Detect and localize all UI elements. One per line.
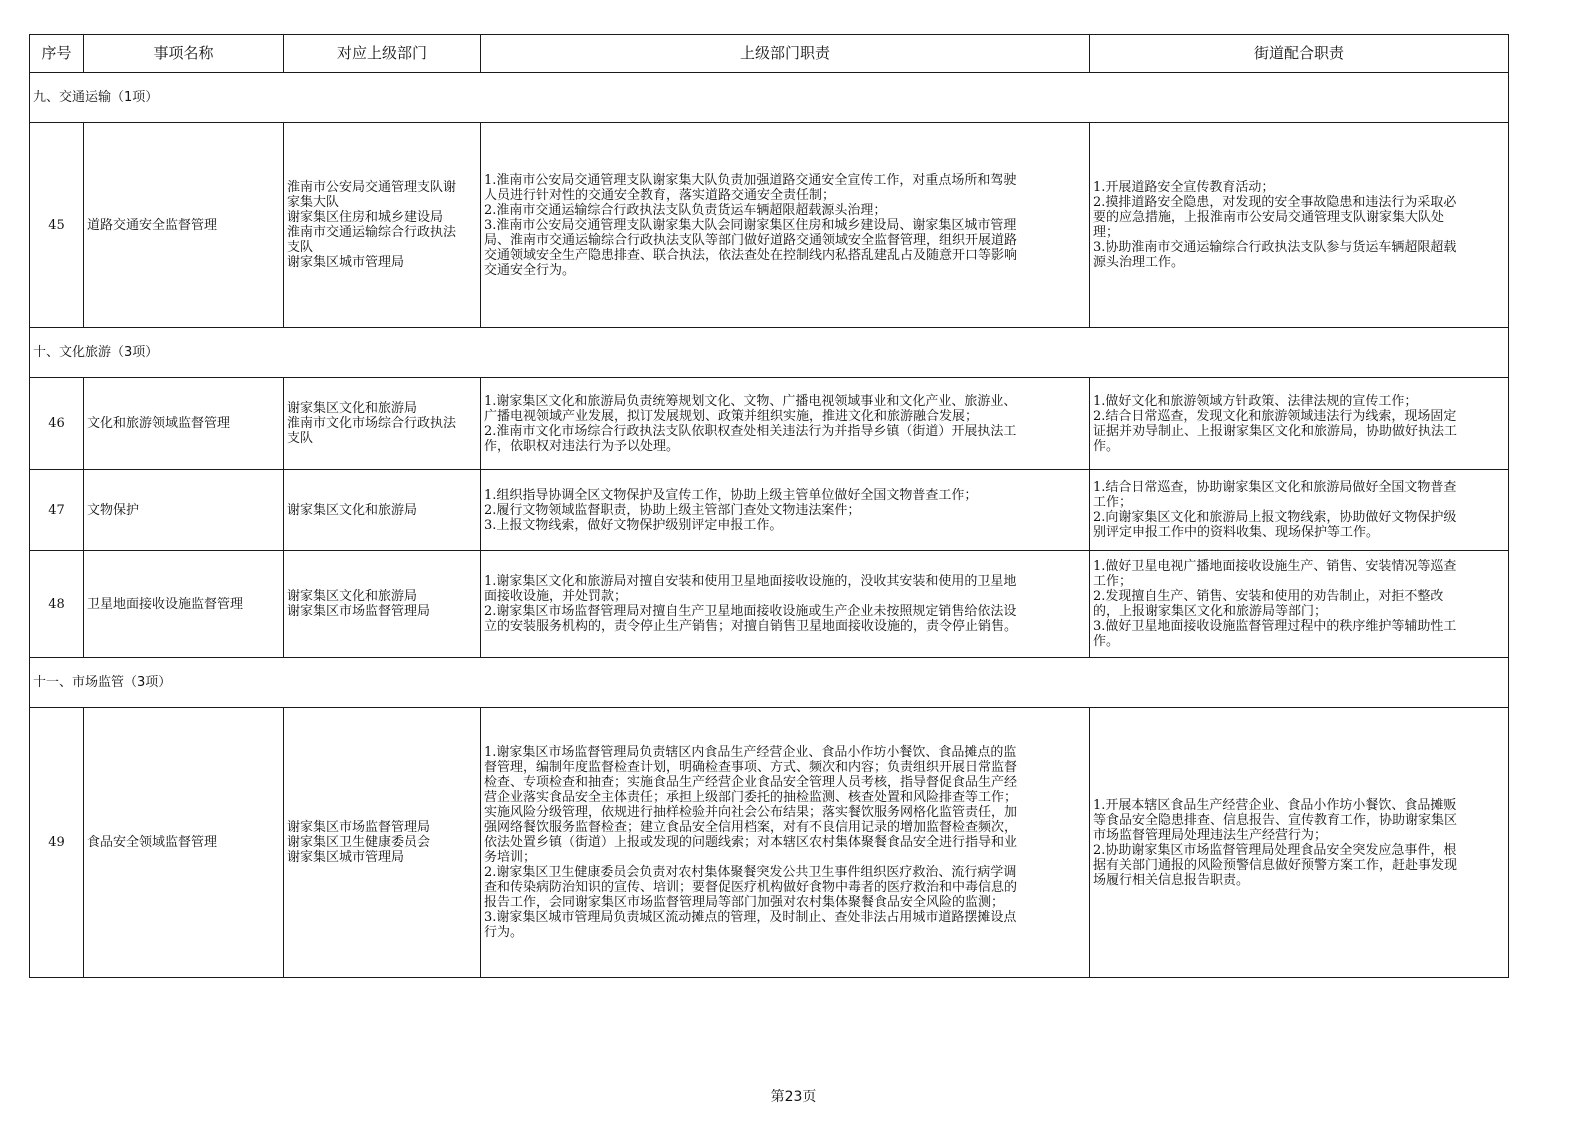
street-cell (1090, 378, 1509, 470)
cell-line: 理； (1093, 225, 1120, 240)
cell-line: 实施风险分级管理，依规进行抽样检验并向社会公布结果；落实餐饮服务网格化监管责任，加 (484, 805, 1018, 820)
table-row (30, 708, 1509, 978)
cell-line: 1.谢家集区市场监督管理局负责辖区内食品生产经营企业、食品小作坊小餐饮、食品摊点的监 (484, 745, 1017, 760)
street-cell (1090, 470, 1509, 551)
cell-line: 谢家集区城市管理局 (287, 255, 405, 270)
cell-line: 1.开展本辖区食品生产经营企业、食品小作坊小餐饮、食品摊贩 (1093, 797, 1457, 813)
item-name: 文化和旅游领域监督管理 (84, 378, 284, 470)
cell-line: 等食品安全隐患排查、信息报告、宣传教育工作，协助谢家集区 (1093, 812, 1458, 828)
cell-line: 2.谢家集区卫生健康委员会负责对农村集体聚餐突发公共卫生事件组织医疗救治、流行病学调 (484, 865, 1017, 880)
cell-line: 务培训； (484, 850, 537, 865)
cell-line: 谢家集区城市管理局 (287, 850, 405, 865)
section-row (30, 328, 1509, 378)
cell-line: 市场监督管理局处理违法生产经营行为； (1093, 827, 1328, 843)
dept-cell (284, 470, 481, 551)
cell-line: 作。 (1093, 634, 1120, 649)
cell-line: 1.淮南市公安局交通管理支队谢家集大队负责加强道路交通安全宣传工作，对重点场所和驾驶 (484, 172, 1017, 188)
cell-line: 工作； (1093, 495, 1133, 510)
cell-line: 局、淮南市交通运输综合行政执法支队等部门做好道路交通领域安全监督管理，组织开展道路 (484, 232, 1018, 248)
header-no: 序号 (30, 35, 84, 73)
table-header-row (30, 35, 1509, 73)
cell-line: 谢家集区文化和旅游局 (287, 502, 418, 518)
street-cell (1090, 551, 1509, 658)
cell-line: 淮南市文化市场综合行政执法 (287, 416, 457, 431)
cell-line: 支队 (287, 240, 314, 255)
cell-line: 2.淮南市文化市场综合行政执法支队依职权查处相关违法行为并指导乡镇（街道）开展执法工 (484, 423, 1017, 439)
table-row (30, 123, 1509, 328)
cell-line: 3.做好卫星地面接收设施监督管理过程中的秩序维护等辅助性工 (1093, 619, 1457, 634)
cell-line: 3.淮南市公安局交通管理支队谢家集大队会同谢家集区住房和城乡建设局、谢家集区城市管理 (484, 217, 1017, 233)
section-row (30, 73, 1509, 123)
cell-line: 淮南市公安局交通管理支队谢 (287, 180, 457, 195)
cell-line: 作，依职权对违法行为予以处理。 (484, 438, 680, 454)
cell-line: 场履行相关信息报告职责。 (1093, 872, 1250, 888)
cell-line: 交通安全行为。 (484, 262, 576, 278)
table-row (30, 470, 1509, 551)
cell-line: 3.协助淮南市交通运输综合行政执法支队参与货运车辆超限超载 (1093, 240, 1457, 255)
cell-line: 据有关部门通报的风险预警信息做好预警方案工作，赶赴事发现 (1093, 857, 1458, 873)
duty-cell (481, 551, 1090, 658)
table-row (30, 551, 1509, 658)
dept-cell (284, 123, 481, 328)
cell-line: 源头治理工作。 (1093, 255, 1185, 270)
section-title: 十、文化旅游（3项） (30, 328, 1509, 378)
row-number: 46 (30, 378, 84, 470)
cell-line: 督管理，编制年度监督检查计划，明确检查事项、方式、频次和内容；负责组织开展日常监督 (484, 760, 1018, 775)
cell-line: 1.做好卫星电视广播地面接收设施生产、销售、安装情况等巡查 (1093, 559, 1457, 574)
item-name: 文物保护 (84, 470, 284, 551)
item-name: 食品安全领域监督管理 (84, 708, 284, 978)
cell-line: 人员进行针对性的交通安全教育，落实道路交通安全责任制； (484, 187, 836, 203)
cell-line: 2.摸排道路安全隐患，对发现的安全事故隐患和违法行为采取必 (1093, 195, 1457, 210)
page-number: 第23页 (770, 1089, 817, 1105)
street-cell (1090, 708, 1509, 978)
cell-line: 谢家集区卫生健康委员会 (287, 835, 431, 850)
cell-line: 谢家集区住房和城乡建设局 (287, 210, 444, 225)
cell-line: 工作； (1093, 574, 1133, 589)
table-row (30, 378, 1509, 470)
cell-line: 2.向谢家集区文化和旅游局上报文物线索，协助做好文物保护级 (1093, 510, 1457, 525)
cell-line: 的，上报谢家集区文化和旅游局等部门； (1093, 604, 1328, 619)
cell-line: 3.谢家集区城市管理局负责城区流动摊点的管理，及时制止、查处非法占用城市道路摆摊设点 (484, 910, 1017, 925)
cell-line: 1.谢家集区文化和旅游局负责统筹规划文化、文物、广播电视领域事业和文化产业、旅游业、 (484, 393, 1017, 409)
street-cell (1090, 123, 1509, 328)
cell-line: 2.结合日常巡查，发现文化和旅游领域违法行为线索，现场固定 (1093, 408, 1457, 424)
cell-line: 3.上报文物线索，做好文物保护级别评定申报工作。 (484, 517, 783, 533)
cell-line: 谢家集区文化和旅游局 (287, 401, 418, 416)
row-number: 47 (30, 470, 84, 551)
cell-line: 支队 (287, 431, 314, 446)
duty-cell (481, 470, 1090, 551)
cell-line: 报告工作，会同谢家集区市场监督管理局等部门加强对农村集体聚餐食品安全风险的监测； (484, 895, 1005, 910)
cell-line: 1.谢家集区文化和旅游局对擅自安装和使用卫星地面接收设施的，没收其安装和使用的卫星地 (484, 574, 1017, 589)
item-name: 道路交通安全监督管理 (84, 123, 284, 328)
cell-line: 谢家集区文化和旅游局 (287, 589, 418, 604)
cell-line: 立的安装服务机构的，责令停止生产销售；对擅自销售卫星地面接收设施的，责令停止销售。 (484, 619, 1018, 634)
cell-line: 强网络餐饮服务监督检查；建立食品安全信用档案，对有不良信用记录的增加监督检查频次， (484, 820, 1018, 835)
cell-line: 要的应急措施，上报淮南市公安局交通管理支队谢家集大队处 (1093, 210, 1445, 225)
cell-line: 别评定申报工作中的资料收集、现场保护等工作。 (1093, 525, 1380, 540)
cell-line: 家集大队 (287, 195, 340, 210)
cell-line: 谢家集区市场监督管理局 (287, 820, 431, 835)
cell-line: 广播电视领域产业发展，拟订发展规划、政策并组织实施，推进文化和旅游融合发展； (484, 408, 979, 424)
cell-line: 1.结合日常巡查，协助谢家集区文化和旅游局做好全国文物普查 (1093, 480, 1457, 495)
duty-cell (481, 708, 1090, 978)
dept-cell (284, 551, 481, 658)
section-title: 十一、市场监管（3项） (30, 658, 1509, 708)
cell-line: 1.开展道路安全宣传教育活动； (1093, 180, 1275, 195)
header-item-name: 事项名称 (84, 35, 284, 73)
cell-line: 1.做好文化和旅游领域方针政策、法律法规的宣传工作； (1093, 393, 1418, 409)
dept-cell (284, 378, 481, 470)
cell-line: 2.谢家集区市场监督管理局对擅自生产卫星地面接收设施或生产企业未按照规定销售给依法设 (484, 604, 1017, 619)
cell-line: 淮南市交通运输综合行政执法 (287, 225, 457, 240)
cell-line: 1.组织指导协调全区文物保护及宣传工作，协助上级主管单位做好全国文物普查工作； (484, 487, 978, 503)
cell-line: 证据并劝导制止、上报谢家集区文化和旅游局，协助做好执法工 (1093, 423, 1458, 439)
cell-line: 2.发现擅自生产、销售、安装和使用的劝告制止，对拒不整改 (1093, 589, 1444, 604)
cell-line: 营企业落实食品安全主体责任；承担上级部门委托的抽检监测、核查处置和风险排查等工作； (484, 790, 1018, 805)
cell-line: 2.履行文物领域监督职责，协助上级主管部门查处文物违法案件； (484, 502, 861, 518)
item-name: 卫星地面接收设施监督管理 (84, 551, 284, 658)
cell-line: 检查、专项检查和抽查；实施食品生产经营企业食品安全管理人员考核，指导督促食品生产经 (484, 775, 1018, 790)
section-row (30, 658, 1509, 708)
cell-line: 依法处置乡镇（街道）上报或发现的问题线索；对本辖区农村集体聚餐食品安全进行指导和业 (484, 835, 1018, 850)
duty-cell (481, 123, 1090, 328)
header-street-duty: 街道配合职责 (1090, 35, 1509, 73)
cell-line: 面接收设施，并处罚款； (484, 589, 628, 604)
responsibility-table (29, 34, 1509, 978)
row-number: 45 (30, 123, 84, 328)
cell-line: 谢家集区市场监督管理局 (287, 604, 431, 619)
header-dept-duty: 上级部门职责 (481, 35, 1090, 73)
header-dept: 对应上级部门 (284, 35, 481, 73)
cell-line: 作。 (1093, 438, 1120, 454)
duty-cell (481, 378, 1090, 470)
cell-line: 2.协助谢家集区市场监督管理局处理食品安全突发应急事件，根 (1093, 842, 1457, 858)
cell-line: 行为。 (484, 925, 524, 940)
row-number: 49 (30, 708, 84, 978)
cell-line: 2.淮南市交通运输综合行政执法支队负责货运车辆超限超载源头治理； (484, 202, 887, 218)
cell-line: 查和传染病防治知识的宣传、培训；要督促医疗机构做好食物中毒者的医疗救治和中毒信息的 (484, 880, 1018, 895)
section-title: 九、交通运输（1项） (30, 73, 1509, 123)
dept-cell (284, 708, 481, 978)
row-number: 48 (30, 551, 84, 658)
cell-line: 交通领域安全生产隐患排查、联合执法，依法查处在控制线内私搭乱建乱占及随意开口等影响 (484, 247, 1018, 263)
